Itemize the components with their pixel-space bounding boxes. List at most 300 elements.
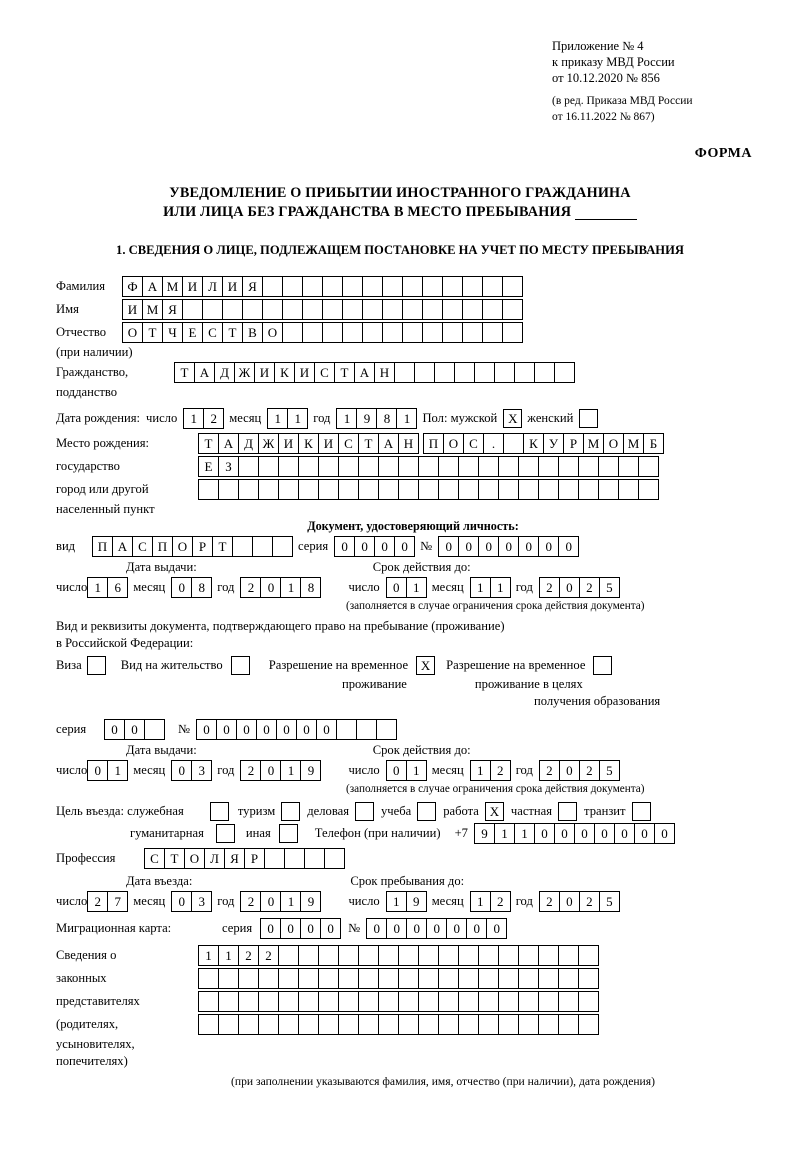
char-cell[interactable] <box>498 479 519 500</box>
char-cell[interactable] <box>514 362 535 383</box>
char-cell[interactable] <box>218 968 239 989</box>
char-cell[interactable] <box>458 968 479 989</box>
char-cell[interactable]: 1 <box>396 408 417 429</box>
char-cell[interactable] <box>498 456 519 477</box>
char-cell[interactable] <box>398 1014 419 1035</box>
char-cell[interactable] <box>382 276 403 297</box>
char-cell[interactable]: 0 <box>216 719 237 740</box>
char-cell[interactable]: И <box>182 276 203 297</box>
char-cell[interactable]: 5 <box>599 891 620 912</box>
char-cell[interactable]: Р <box>563 433 584 454</box>
field-birth-month[interactable] <box>267 408 307 429</box>
char-cell[interactable]: 0 <box>260 891 281 912</box>
char-cell[interactable] <box>398 968 419 989</box>
char-cell[interactable]: 9 <box>474 823 495 844</box>
char-cell[interactable] <box>454 362 475 383</box>
char-cell[interactable] <box>198 479 219 500</box>
field-name[interactable] <box>122 299 522 320</box>
char-cell[interactable] <box>518 991 539 1012</box>
char-cell[interactable]: 1 <box>406 577 427 598</box>
char-cell[interactable] <box>534 362 555 383</box>
char-cell[interactable]: 0 <box>386 918 407 939</box>
char-cell[interactable]: 0 <box>614 823 635 844</box>
char-cell[interactable]: 0 <box>374 536 395 557</box>
char-cell[interactable]: 3 <box>191 760 212 781</box>
char-cell[interactable]: 0 <box>426 918 447 939</box>
char-cell[interactable] <box>318 991 339 1012</box>
char-cell[interactable] <box>258 479 279 500</box>
char-cell[interactable]: 0 <box>280 918 301 939</box>
char-cell[interactable] <box>278 968 299 989</box>
field-birth-year[interactable] <box>336 408 416 429</box>
char-cell[interactable]: 2 <box>238 945 259 966</box>
char-cell[interactable]: 0 <box>334 536 355 557</box>
checkbox-male[interactable]: Х <box>503 409 522 428</box>
char-cell[interactable] <box>378 456 399 477</box>
char-cell[interactable]: К <box>274 362 295 383</box>
checkbox-business[interactable] <box>355 802 374 821</box>
field-citizenship[interactable] <box>174 362 574 383</box>
char-cell[interactable] <box>434 362 455 383</box>
char-cell[interactable]: С <box>338 433 359 454</box>
char-cell[interactable]: С <box>132 536 153 557</box>
char-cell[interactable] <box>478 991 499 1012</box>
char-cell[interactable] <box>438 991 459 1012</box>
char-cell[interactable] <box>462 276 483 297</box>
char-cell[interactable] <box>252 536 273 557</box>
char-cell[interactable]: 0 <box>406 918 427 939</box>
char-cell[interactable]: Л <box>202 276 223 297</box>
char-cell[interactable]: 2 <box>490 760 511 781</box>
char-cell[interactable] <box>338 945 359 966</box>
char-cell[interactable]: И <box>222 276 243 297</box>
char-cell[interactable]: П <box>423 433 444 454</box>
char-cell[interactable]: 1 <box>280 577 301 598</box>
checkbox-visa[interactable] <box>87 656 106 675</box>
char-cell[interactable] <box>598 479 619 500</box>
char-cell[interactable] <box>338 991 359 1012</box>
char-cell[interactable]: С <box>463 433 484 454</box>
char-cell[interactable] <box>458 456 479 477</box>
field-stay-issue-month[interactable] <box>171 760 211 781</box>
char-cell[interactable]: 0 <box>260 760 281 781</box>
field-surname[interactable] <box>122 276 522 297</box>
char-cell[interactable] <box>282 276 303 297</box>
char-cell[interactable] <box>322 276 343 297</box>
char-cell[interactable] <box>498 968 519 989</box>
char-cell[interactable] <box>578 945 599 966</box>
char-cell[interactable] <box>418 1014 439 1035</box>
char-cell[interactable]: 0 <box>320 918 341 939</box>
char-cell[interactable]: О <box>122 322 143 343</box>
char-cell[interactable]: 0 <box>104 719 125 740</box>
char-cell[interactable]: 0 <box>538 536 559 557</box>
char-cell[interactable]: Ж <box>234 362 255 383</box>
field-doc-series[interactable] <box>334 536 414 557</box>
char-cell[interactable] <box>378 479 399 500</box>
char-cell[interactable]: 0 <box>558 536 579 557</box>
char-cell[interactable] <box>502 276 523 297</box>
char-cell[interactable]: В <box>242 322 263 343</box>
char-cell[interactable] <box>398 456 419 477</box>
char-cell[interactable]: 1 <box>470 760 491 781</box>
field-doc-issue-year[interactable] <box>240 577 320 598</box>
field-legal-rep-row1[interactable] <box>198 945 598 966</box>
field-birth-city-row1[interactable] <box>423 433 663 454</box>
char-cell[interactable]: К <box>298 433 319 454</box>
char-cell[interactable]: 2 <box>539 760 560 781</box>
char-cell[interactable] <box>318 968 339 989</box>
char-cell[interactable] <box>272 536 293 557</box>
char-cell[interactable]: Т <box>142 322 163 343</box>
char-cell[interactable] <box>238 991 259 1012</box>
char-cell[interactable]: О <box>443 433 464 454</box>
char-cell[interactable]: 0 <box>171 760 192 781</box>
char-cell[interactable] <box>218 991 239 1012</box>
field-stay-series[interactable] <box>104 719 164 740</box>
char-cell[interactable]: 0 <box>300 918 321 939</box>
char-cell[interactable] <box>422 322 443 343</box>
checkbox-humanitarian[interactable] <box>216 824 235 843</box>
char-cell[interactable] <box>238 456 259 477</box>
char-cell[interactable] <box>558 479 579 500</box>
char-cell[interactable]: 0 <box>394 536 415 557</box>
char-cell[interactable]: Е <box>198 456 219 477</box>
char-cell[interactable]: 0 <box>354 536 375 557</box>
char-cell[interactable] <box>338 968 359 989</box>
char-cell[interactable] <box>418 968 439 989</box>
char-cell[interactable]: Т <box>198 433 219 454</box>
char-cell[interactable] <box>478 968 499 989</box>
char-cell[interactable] <box>278 945 299 966</box>
char-cell[interactable] <box>338 456 359 477</box>
char-cell[interactable]: 0 <box>316 719 337 740</box>
char-cell[interactable]: 0 <box>260 577 281 598</box>
char-cell[interactable] <box>358 968 379 989</box>
char-cell[interactable] <box>382 322 403 343</box>
char-cell[interactable] <box>538 456 559 477</box>
char-cell[interactable]: А <box>354 362 375 383</box>
char-cell[interactable]: Б <box>643 433 664 454</box>
char-cell[interactable]: О <box>184 848 205 869</box>
char-cell[interactable] <box>342 322 363 343</box>
char-cell[interactable] <box>358 456 379 477</box>
char-cell[interactable] <box>202 299 223 320</box>
char-cell[interactable] <box>336 719 357 740</box>
char-cell[interactable]: 2 <box>87 891 108 912</box>
field-stay-month[interactable] <box>470 891 510 912</box>
char-cell[interactable] <box>304 848 325 869</box>
char-cell[interactable] <box>144 719 165 740</box>
char-cell[interactable] <box>362 299 383 320</box>
char-cell[interactable]: 0 <box>256 719 277 740</box>
char-cell[interactable] <box>478 1014 499 1035</box>
char-cell[interactable] <box>298 479 319 500</box>
char-cell[interactable] <box>482 322 503 343</box>
char-cell[interactable] <box>418 945 439 966</box>
field-doc-number[interactable] <box>438 536 578 557</box>
checkbox-purpose-service[interactable] <box>210 802 229 821</box>
field-birth-city-row3[interactable] <box>198 479 658 500</box>
char-cell[interactable]: 0 <box>554 823 575 844</box>
char-cell[interactable]: 0 <box>534 823 555 844</box>
char-cell[interactable] <box>558 456 579 477</box>
char-cell[interactable] <box>538 479 559 500</box>
char-cell[interactable]: О <box>262 322 283 343</box>
char-cell[interactable] <box>242 299 263 320</box>
char-cell[interactable]: 1 <box>287 408 308 429</box>
char-cell[interactable] <box>494 362 515 383</box>
char-cell[interactable] <box>394 362 415 383</box>
char-cell[interactable] <box>402 276 423 297</box>
char-cell[interactable] <box>502 322 523 343</box>
char-cell[interactable] <box>318 1014 339 1035</box>
char-cell[interactable]: 0 <box>171 891 192 912</box>
char-cell[interactable]: 1 <box>183 408 204 429</box>
char-cell[interactable]: С <box>144 848 165 869</box>
char-cell[interactable]: 1 <box>336 408 357 429</box>
char-cell[interactable] <box>578 991 599 1012</box>
char-cell[interactable]: 0 <box>466 918 487 939</box>
char-cell[interactable]: 2 <box>240 760 261 781</box>
char-cell[interactable]: 0 <box>171 577 192 598</box>
char-cell[interactable] <box>278 1014 299 1035</box>
char-cell[interactable] <box>558 1014 579 1035</box>
char-cell[interactable]: 0 <box>634 823 655 844</box>
char-cell[interactable]: 9 <box>300 891 321 912</box>
char-cell[interactable] <box>503 433 524 454</box>
char-cell[interactable] <box>618 456 639 477</box>
char-cell[interactable]: 0 <box>654 823 675 844</box>
char-cell[interactable]: 9 <box>356 408 377 429</box>
char-cell[interactable] <box>538 945 559 966</box>
char-cell[interactable]: 1 <box>490 577 511 598</box>
char-cell[interactable]: 0 <box>386 577 407 598</box>
char-cell[interactable] <box>378 991 399 1012</box>
char-cell[interactable] <box>318 456 339 477</box>
char-cell[interactable]: 7 <box>107 891 128 912</box>
char-cell[interactable]: 1 <box>386 891 407 912</box>
char-cell[interactable]: Л <box>204 848 225 869</box>
checkbox-temp-residence[interactable]: Х <box>416 656 435 675</box>
char-cell[interactable] <box>398 945 419 966</box>
char-cell[interactable] <box>258 1014 279 1035</box>
char-cell[interactable] <box>638 479 659 500</box>
char-cell[interactable]: 0 <box>196 719 217 740</box>
char-cell[interactable] <box>518 945 539 966</box>
char-cell[interactable]: 8 <box>191 577 212 598</box>
char-cell[interactable]: 2 <box>539 891 560 912</box>
char-cell[interactable]: 1 <box>267 408 288 429</box>
char-cell[interactable]: Д <box>214 362 235 383</box>
char-cell[interactable]: 0 <box>124 719 145 740</box>
char-cell[interactable] <box>218 479 239 500</box>
char-cell[interactable]: П <box>152 536 173 557</box>
char-cell[interactable]: С <box>314 362 335 383</box>
char-cell[interactable]: 0 <box>518 536 539 557</box>
char-cell[interactable]: 1 <box>494 823 515 844</box>
char-cell[interactable] <box>558 968 579 989</box>
field-stay-issue-year[interactable] <box>240 760 320 781</box>
char-cell[interactable] <box>398 991 419 1012</box>
field-stay-valid-month[interactable] <box>470 760 510 781</box>
char-cell[interactable]: 2 <box>539 577 560 598</box>
char-cell[interactable]: 3 <box>191 891 212 912</box>
char-cell[interactable]: 0 <box>87 760 108 781</box>
char-cell[interactable] <box>358 945 379 966</box>
char-cell[interactable] <box>518 968 539 989</box>
char-cell[interactable] <box>378 945 399 966</box>
char-cell[interactable] <box>478 945 499 966</box>
char-cell[interactable]: 9 <box>406 891 427 912</box>
char-cell[interactable] <box>578 968 599 989</box>
char-cell[interactable] <box>262 276 283 297</box>
char-cell[interactable]: 1 <box>470 891 491 912</box>
char-cell[interactable]: 0 <box>296 719 317 740</box>
char-cell[interactable] <box>422 276 443 297</box>
char-cell[interactable]: А <box>112 536 133 557</box>
char-cell[interactable] <box>442 322 463 343</box>
char-cell[interactable] <box>258 991 279 1012</box>
char-cell[interactable]: Р <box>192 536 213 557</box>
char-cell[interactable] <box>438 456 459 477</box>
char-cell[interactable] <box>402 322 423 343</box>
char-cell[interactable] <box>538 968 559 989</box>
char-cell[interactable] <box>482 299 503 320</box>
char-cell[interactable] <box>238 968 259 989</box>
char-cell[interactable]: 0 <box>386 760 407 781</box>
char-cell[interactable] <box>442 299 463 320</box>
char-cell[interactable] <box>518 456 539 477</box>
char-cell[interactable] <box>278 991 299 1012</box>
char-cell[interactable] <box>618 479 639 500</box>
char-cell[interactable] <box>518 479 539 500</box>
field-profession[interactable] <box>144 848 344 869</box>
char-cell[interactable]: Я <box>242 276 263 297</box>
field-doc-valid-month[interactable] <box>470 577 510 598</box>
char-cell[interactable]: А <box>378 433 399 454</box>
field-entry-month[interactable] <box>171 891 211 912</box>
char-cell[interactable] <box>338 1014 359 1035</box>
char-cell[interactable]: П <box>92 536 113 557</box>
char-cell[interactable] <box>462 299 483 320</box>
char-cell[interactable] <box>378 1014 399 1035</box>
char-cell[interactable] <box>498 1014 519 1035</box>
field-stay-valid-day[interactable] <box>386 760 426 781</box>
char-cell[interactable]: 2 <box>240 577 261 598</box>
char-cell[interactable] <box>376 719 397 740</box>
char-cell[interactable]: А <box>218 433 239 454</box>
char-cell[interactable]: 0 <box>594 823 615 844</box>
char-cell[interactable] <box>198 1014 219 1035</box>
char-cell[interactable]: 2 <box>490 891 511 912</box>
char-cell[interactable] <box>198 991 219 1012</box>
char-cell[interactable] <box>418 479 439 500</box>
char-cell[interactable] <box>538 1014 559 1035</box>
char-cell[interactable] <box>338 479 359 500</box>
char-cell[interactable]: М <box>623 433 644 454</box>
char-cell[interactable]: М <box>142 299 163 320</box>
char-cell[interactable] <box>458 1014 479 1035</box>
char-cell[interactable]: Е <box>182 322 203 343</box>
char-cell[interactable]: 9 <box>300 760 321 781</box>
char-cell[interactable] <box>502 299 523 320</box>
char-cell[interactable] <box>358 991 379 1012</box>
char-cell[interactable] <box>318 479 339 500</box>
char-cell[interactable]: 8 <box>300 577 321 598</box>
char-cell[interactable]: А <box>142 276 163 297</box>
checkbox-residence-permit[interactable] <box>231 656 250 675</box>
char-cell[interactable]: 0 <box>438 536 459 557</box>
field-doc-kind[interactable] <box>92 536 292 557</box>
field-birth-city-row2[interactable] <box>198 456 658 477</box>
checkbox-tourism[interactable] <box>281 802 300 821</box>
char-cell[interactable]: 0 <box>276 719 297 740</box>
char-cell[interactable] <box>198 968 219 989</box>
field-doc-valid-year[interactable] <box>539 577 619 598</box>
char-cell[interactable] <box>438 945 459 966</box>
char-cell[interactable] <box>182 299 203 320</box>
field-legal-rep-row4[interactable] <box>198 1014 598 1035</box>
char-cell[interactable]: 1 <box>280 760 301 781</box>
char-cell[interactable]: Д <box>238 433 259 454</box>
field-stay-number[interactable] <box>196 719 396 740</box>
char-cell[interactable]: 0 <box>486 918 507 939</box>
char-cell[interactable] <box>438 968 459 989</box>
char-cell[interactable] <box>264 848 285 869</box>
char-cell[interactable]: Ж <box>258 433 279 454</box>
checkbox-edu-residence[interactable] <box>593 656 612 675</box>
field-legal-rep-row3[interactable] <box>198 991 598 1012</box>
char-cell[interactable] <box>298 968 319 989</box>
char-cell[interactable] <box>558 945 579 966</box>
char-cell[interactable] <box>422 299 443 320</box>
char-cell[interactable]: 8 <box>376 408 397 429</box>
char-cell[interactable] <box>418 991 439 1012</box>
char-cell[interactable]: Т <box>174 362 195 383</box>
char-cell[interactable] <box>278 479 299 500</box>
char-cell[interactable] <box>284 848 305 869</box>
char-cell[interactable]: 2 <box>579 891 600 912</box>
char-cell[interactable] <box>262 299 283 320</box>
char-cell[interactable]: 2 <box>258 945 279 966</box>
char-cell[interactable] <box>258 968 279 989</box>
char-cell[interactable]: О <box>172 536 193 557</box>
char-cell[interactable]: С <box>202 322 223 343</box>
char-cell[interactable] <box>378 968 399 989</box>
checkbox-study[interactable] <box>417 802 436 821</box>
field-doc-issue-day[interactable] <box>87 577 127 598</box>
char-cell[interactable] <box>358 1014 379 1035</box>
char-cell[interactable]: 1 <box>198 945 219 966</box>
char-cell[interactable]: Т <box>334 362 355 383</box>
char-cell[interactable] <box>322 322 343 343</box>
char-cell[interactable]: 0 <box>574 823 595 844</box>
char-cell[interactable] <box>442 276 463 297</box>
char-cell[interactable]: Ф <box>122 276 143 297</box>
field-entry-day[interactable] <box>87 891 127 912</box>
char-cell[interactable]: Т <box>222 322 243 343</box>
char-cell[interactable] <box>482 276 503 297</box>
checkbox-private[interactable] <box>558 802 577 821</box>
field-doc-valid-day[interactable] <box>386 577 426 598</box>
char-cell[interactable]: Т <box>358 433 379 454</box>
char-cell[interactable]: М <box>162 276 183 297</box>
char-cell[interactable] <box>478 456 499 477</box>
char-cell[interactable]: 0 <box>366 918 387 939</box>
char-cell[interactable] <box>414 362 435 383</box>
char-cell[interactable]: 5 <box>599 577 620 598</box>
